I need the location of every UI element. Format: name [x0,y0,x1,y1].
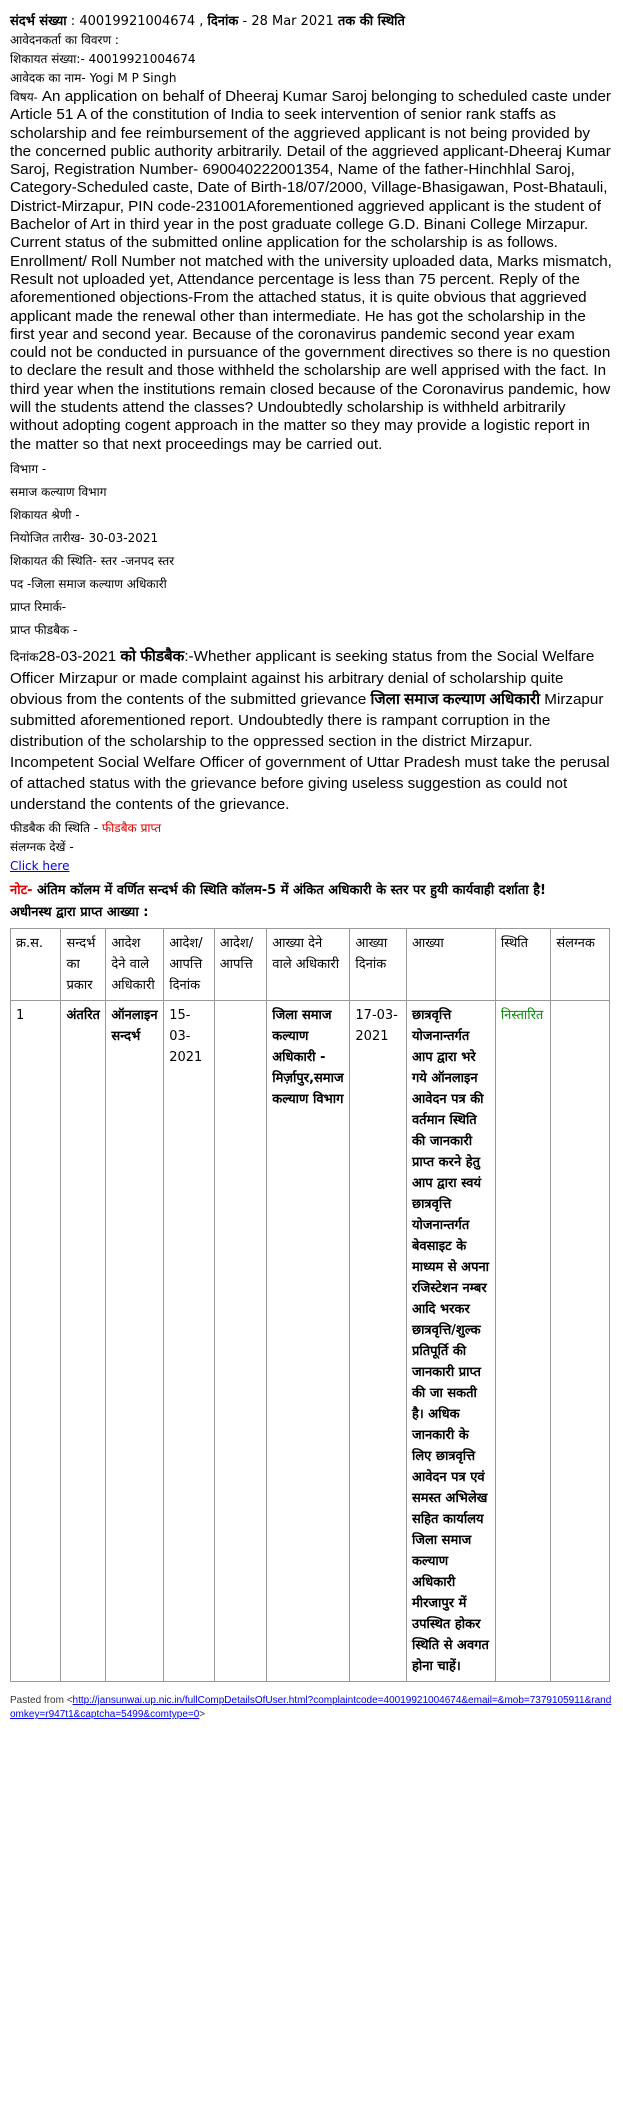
scheduled-date-label: नियोजित तारीख- [10,530,89,545]
received-feedback: प्राप्त फीडबैक - [10,622,78,637]
department-label: विभाग - [10,461,47,476]
attachment-label: संलग्नक देखें - [10,839,74,854]
cell-status: निस्तारित [495,1000,551,1681]
date-label: दिनांक [207,14,239,29]
col-report-date: आख्या दिनांक [350,928,407,1000]
officer-post: पद -जिला समाज कल्याण अधिकारी [10,576,167,591]
feedback-status-value: फीडबैक प्राप्त [101,820,162,835]
col-attachment: संलग्नक [551,928,610,1000]
feedback-text-1: :-Whether applicant is seeking status from the Social Welfare Officer Mirzapur or made complaint against his arbitrary denial of scholarship quite obvious from the contents of the submitted grievance [10,647,595,708]
attachment-link[interactable]: Click here [10,858,70,873]
feedback-date: 28-03-2021 [38,647,117,665]
source-url-link[interactable]: http://jansunwai.up.nic.in/fullCompDetailsOfUser.html?complaintcode=40019921004674&email=&mob=7379105911&randomkey=r947t1&captcha=5499&comtype=0 [10,1694,612,1720]
table-row [11,1000,610,1681]
cell-reporting-officer: जिला समाज कल्याण अधिकारी - मिर्ज़ापुर,समाज कल्याण विभाग [267,1000,350,1681]
status-date: - 28 Mar 2021 [238,14,338,29]
col-reporting-officer: आख्या देने वाले अधिकारी [267,928,350,1000]
subject-text: An application on behalf of Dheeraj Kumar Saroj belonging to scheduled caste under Article 51 A of the constitution of India to seek intervention of senior rank staffs as scholarship and fee reimbursement of the aggrieved applicant is not being provided by the concerned public authority arbitrarily. Detail of the aggrieved applicant-Dheeraj Kumar Saroj, Registration Number- 690040222001354, Name of the father-Hinchhlal Saroj, Category-Scheduled caste, Date of Birth-18/07/2000, Village-Bhasigawan, Post-Bhatauli, District-Mirzapur, PIN code-231001Aforementioned aggrieved applicant is the student of Bachelor of Art in third year in the post graduate college G.D. Binani College Mirzapur. Current status of the submitted online application for the scholarship is as follows. Enrollment/ Roll Number not matched with the university uploaded data, Marks mismatch, Result not uploaded yet, Attendance percentage is less than 75 percent. Reply of the aforementioned objections-From the attached status, it is quite obvious that aggrieved applicant made the renewal other than intermediate. He has got the scholarship in the first year and second year. Because of the coronavirus pandemic second year exam could not be conducted in pursuance of the government directives so there is no question to declare the result and those withheld the scholarship are well apprised with the fact. In third year when the institutions remain closed because of the Coronavirus pandemic, how will the students attend the classes? Undoubtedly scholarship is withheld arbitrarily without adopting cogent approach in the matter so they may provide a logistic report in the matter so that next proceedings may be carried out. [10,88,612,453]
cell-report: छात्रवृत्ति योजनान्तर्गत आप द्वारा भरे गये ऑनलाइन आवेदन पत्र की वर्तमान स्थिति की जानकारी प्राप्त करने हेतु आप द्वारा स्वयं छात्रवृत्ति योजनान्तर्गत बेवसाइट के माध्यम से अपना रजिस्टेशन नम्बर आदि भरकर छात्रवृत्ति/शुल्क प्रतिपूर्ति की जानकारी प्राप्त की जा सकती है। अधिक जानकारी के लिए छात्रवृत्ति आवेदन पत्र एवं समस्त अभिलेख सहित कार्यालय जिला समाज कल्याण अधिकारी मीरजापुर में उपस्थित होकर स्थिति से अवगत होना चाहें। [406,1000,495,1681]
cell-order-date: 15-03-2021 [164,1000,214,1681]
feedback-status-label: फीडबैक की स्थिति - [10,820,102,835]
table-heading: अधीनस्थ द्वारा प्राप्त आख्या : [10,904,149,920]
received-remark: प्राप्त रिमार्क- [10,599,67,614]
cell-report-date: 17-03-2021 [350,1000,407,1681]
complaint-number: 40019921004674 [88,52,196,66]
cell-ordering-officer: ऑनलाइन सन्दर्भ [106,1000,164,1681]
applicant-name-row [10,69,613,88]
subject-label: विषय- [10,90,38,104]
note [10,880,613,901]
feedback-date-prefix: दिनांक [10,649,39,664]
paste-source: Pasted from <http://jansunwai.up.nic.in/fullCompDetailsOfUser.html?complaintcode=40019921004674&email=&mob=7379105911&randomkey=r947t1&captcha=5499&comtype=0> [10,1694,612,1720]
feedback-status-row [10,819,613,838]
subject-paragraph [10,88,613,454]
complaint-number-row [10,50,613,69]
feedback-text-2: Mirzapur submitted aforementioned report. Undoubtedly there is rampant corruption in the distribution of the scholarship to the oppressed section in the district Mirzapur. Incompetent Social Welfare Officer of government of Uttar Pradesh must take the perusal of attached status with the grievance before giving useless suggestion as could not understand the contents of the grievance. [10,690,610,813]
cell-order [214,1000,267,1681]
note-text: अंतिम कॉलम में वर्णित सन्दर्भ की स्थिति कॉलम-5 में अंकित अधिकारी के स्तर पर हुयी कार्यवाही दर्शाता है! [32,882,546,898]
status-header: संदर्भ संख्या : 40019921004674 , दिनांक - 28 Mar 2021 तक की स्थिति [10,14,405,29]
scheduled-date: 30-03-2021 [88,530,159,545]
table-header-row [11,928,610,1000]
feedback-officer: जिला समाज कल्याण अधिकारी [370,690,541,708]
department-value: समाज कल्याण विभाग [10,484,107,499]
col-order-date: आदेश/आपत्ति दिनांक [164,928,214,1000]
applicant-name: Yogi M P Singh [89,71,177,85]
status-suffix: तक की स्थिति [337,14,405,29]
cell-attachment [551,1000,610,1681]
action-table [10,928,610,1682]
col-order: आदेश/आपत्ति [214,928,267,1000]
reference-number: 40019921004674 [79,14,196,29]
scheduled-date-row [10,530,613,546]
feedback-to-label: को फीडबैक [116,647,185,665]
col-report: आख्या [406,928,495,1000]
applicant-details-heading: आवेदनकर्ता का विवरण : [10,33,119,47]
complaint-level: शिकायत की स्थिति- स्तर -जनपद स्तर [10,553,175,568]
cell-type: अंतरित [61,1000,106,1681]
col-status: स्थिति [495,928,551,1000]
col-ordering-officer: आदेश देने वाले अधिकारी [106,928,164,1000]
col-type: सन्दर्भ का प्रकार [61,928,106,1000]
complaint-category: शिकायत श्रेणी - [10,507,80,522]
feedback-paragraph [10,646,613,815]
cell-sr: 1 [11,1000,61,1681]
paste-source-prefix: Pasted from < [10,1694,73,1706]
applicant-name-label: आवेदक का नाम- [10,71,90,85]
reference-number-label: संदर्भ संख्या [10,14,67,29]
complaint-number-label: शिकायत संख्या:- [10,52,89,66]
note-label: नोट- [10,882,33,898]
col-sr: क्र.स. [11,928,61,1000]
